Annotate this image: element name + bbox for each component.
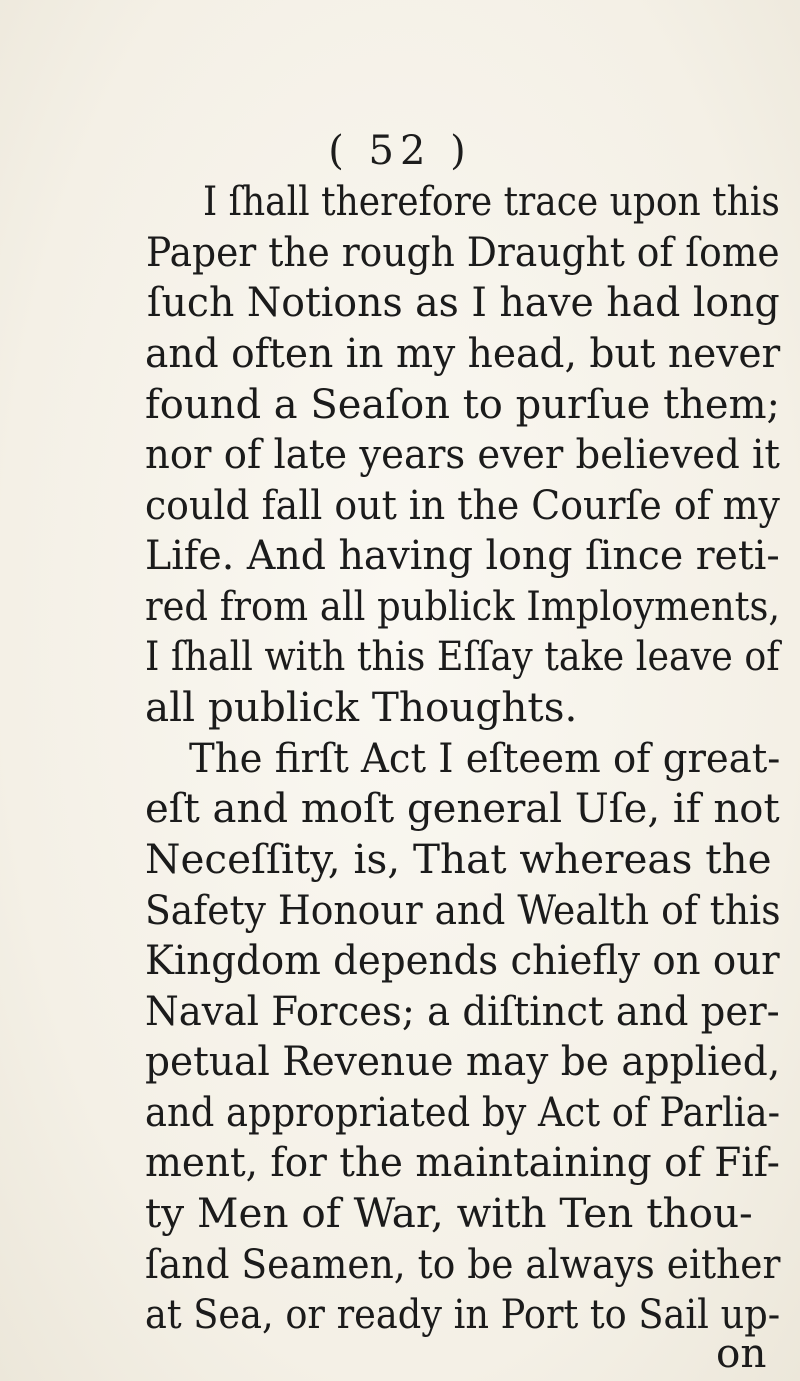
text-line: Safety Honour and Wealth of this — [145, 886, 781, 934]
text-line: ty Men of War, with Ten thou- — [145, 1189, 753, 1237]
body-text — [0, 176, 800, 1336]
text-line: Kingdom depends chiefly on our — [145, 936, 780, 984]
catchword: on — [716, 1329, 767, 1377]
text-line: ſuch Notions as I have had long — [147, 278, 780, 326]
text-line: Naval Forces; a diſtinct and per- — [145, 987, 780, 1035]
text-line: all publick Thoughts. — [145, 683, 578, 731]
text-line: I ſhall therefore trace upon this — [203, 177, 780, 225]
page-number: ( 52 ) — [328, 128, 472, 174]
text-line: red from all publick Imployments, — [145, 582, 781, 630]
text-line: could fall out in the Courſe of my — [145, 481, 780, 529]
text-line: at Sea, or ready in Port to Sail up- — [145, 1290, 781, 1338]
text-line: The firſt Act I eſteem of great- — [189, 734, 781, 782]
text-line: nor of late years ever believed it — [145, 430, 780, 478]
text-line: ment, for the maintaining of Fif- — [145, 1138, 780, 1186]
text-line: ſand Seamen, to be always either — [145, 1240, 781, 1288]
text-line: I ſhall with this Eſſay take leave of — [145, 632, 780, 680]
text-line: eſt and moſt general Uſe, if not — [145, 784, 780, 832]
text-line: petual Revenue may be applied, — [145, 1037, 781, 1085]
text-line: and often in my head, but never — [145, 329, 781, 377]
text-line: and appropriated by Act of Parlia- — [145, 1088, 781, 1136]
text-line: Life. And having long ſince reti- — [145, 531, 780, 579]
text-line: Paper the rough Draught of ſome — [146, 228, 780, 276]
text-line: found a Seaſon to purſue them; — [145, 380, 781, 428]
text-line: Neceſſity, is, That whereas the — [145, 835, 772, 883]
